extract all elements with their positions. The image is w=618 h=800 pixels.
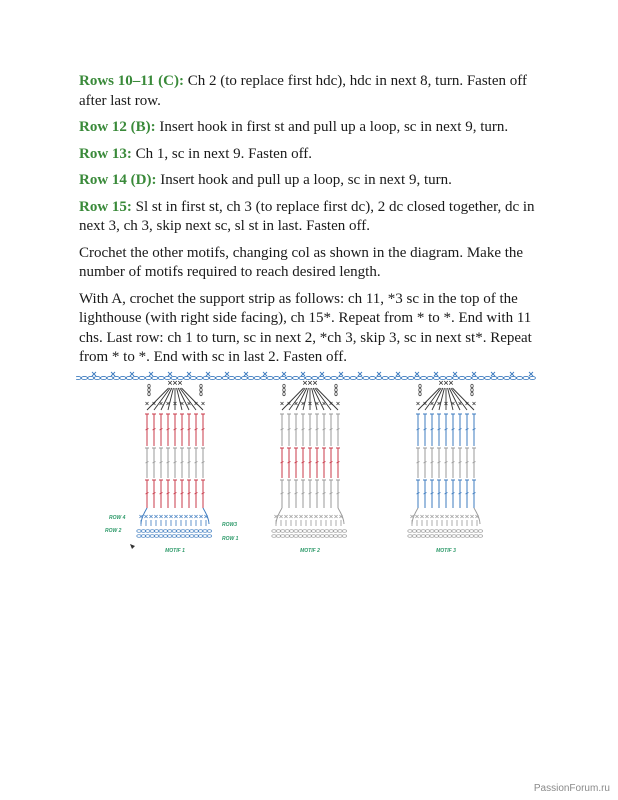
motif-1 xyxy=(137,381,212,537)
motifs xyxy=(137,381,483,537)
paragraph-row-13: Row 13: Ch 1, sc in next 9. Fasten off. xyxy=(79,145,313,162)
label-motif-2: MOTIF 2 xyxy=(300,548,320,554)
paragraph-support-strip: With A, crochet the support strip as follows: ch 11, *3 sc in the top of the lighthouse (with right side facing), ch 15*. Repeat from * to *. End with 11 chs. Last row: ch 1 to turn, sc in next 2, *ch 3, skip 3, sc in next st*. Repeat from * to *. End with sc in last 2. Fasten off. xyxy=(79,290,532,365)
paragraph-other-motifs: Crochet the other motifs, changing col as shown in the diagram. Make the number of motifs required to reach desired length. xyxy=(79,244,524,280)
label-row-2: ROW 2 xyxy=(105,528,122,534)
support-strip xyxy=(76,372,535,380)
paragraph-row-14: Row 14 (D): Insert hook and pull up a loop, sc in next 9, turn. xyxy=(79,172,452,188)
motif-3 xyxy=(408,381,483,537)
paragraph-rows-10-11: Rows 10–11 (C): Ch 2 (to replace first hdc), hdc in next 8, turn. Fasten off after last row. xyxy=(79,73,527,109)
start-arrow-icon xyxy=(130,544,135,549)
label-row-1: ROW 1 xyxy=(222,536,239,542)
label-motif-1: MOTIF 1 xyxy=(165,548,185,554)
paragraph-row-15: Row 15: Sl st in first st, ch 3 (to replace first dc), 2 dc closed together, dc in next 3, ch 3, skip next sc, sl st in last. Fasten off. xyxy=(79,198,535,234)
paragraph-row-12: Row 12 (B): Insert hook in first st and pull up a loop, sc in next 9, turn. xyxy=(79,119,509,135)
pattern-text xyxy=(79,72,547,375)
label-motif-3: MOTIF 3 xyxy=(436,548,456,554)
label-row-4: ROW 4 xyxy=(109,515,126,521)
watermark: PassionForum.ru xyxy=(533,783,610,794)
crochet-chart xyxy=(76,368,544,558)
motif-2 xyxy=(272,381,347,537)
label-row-3: ROW3 xyxy=(222,522,237,528)
